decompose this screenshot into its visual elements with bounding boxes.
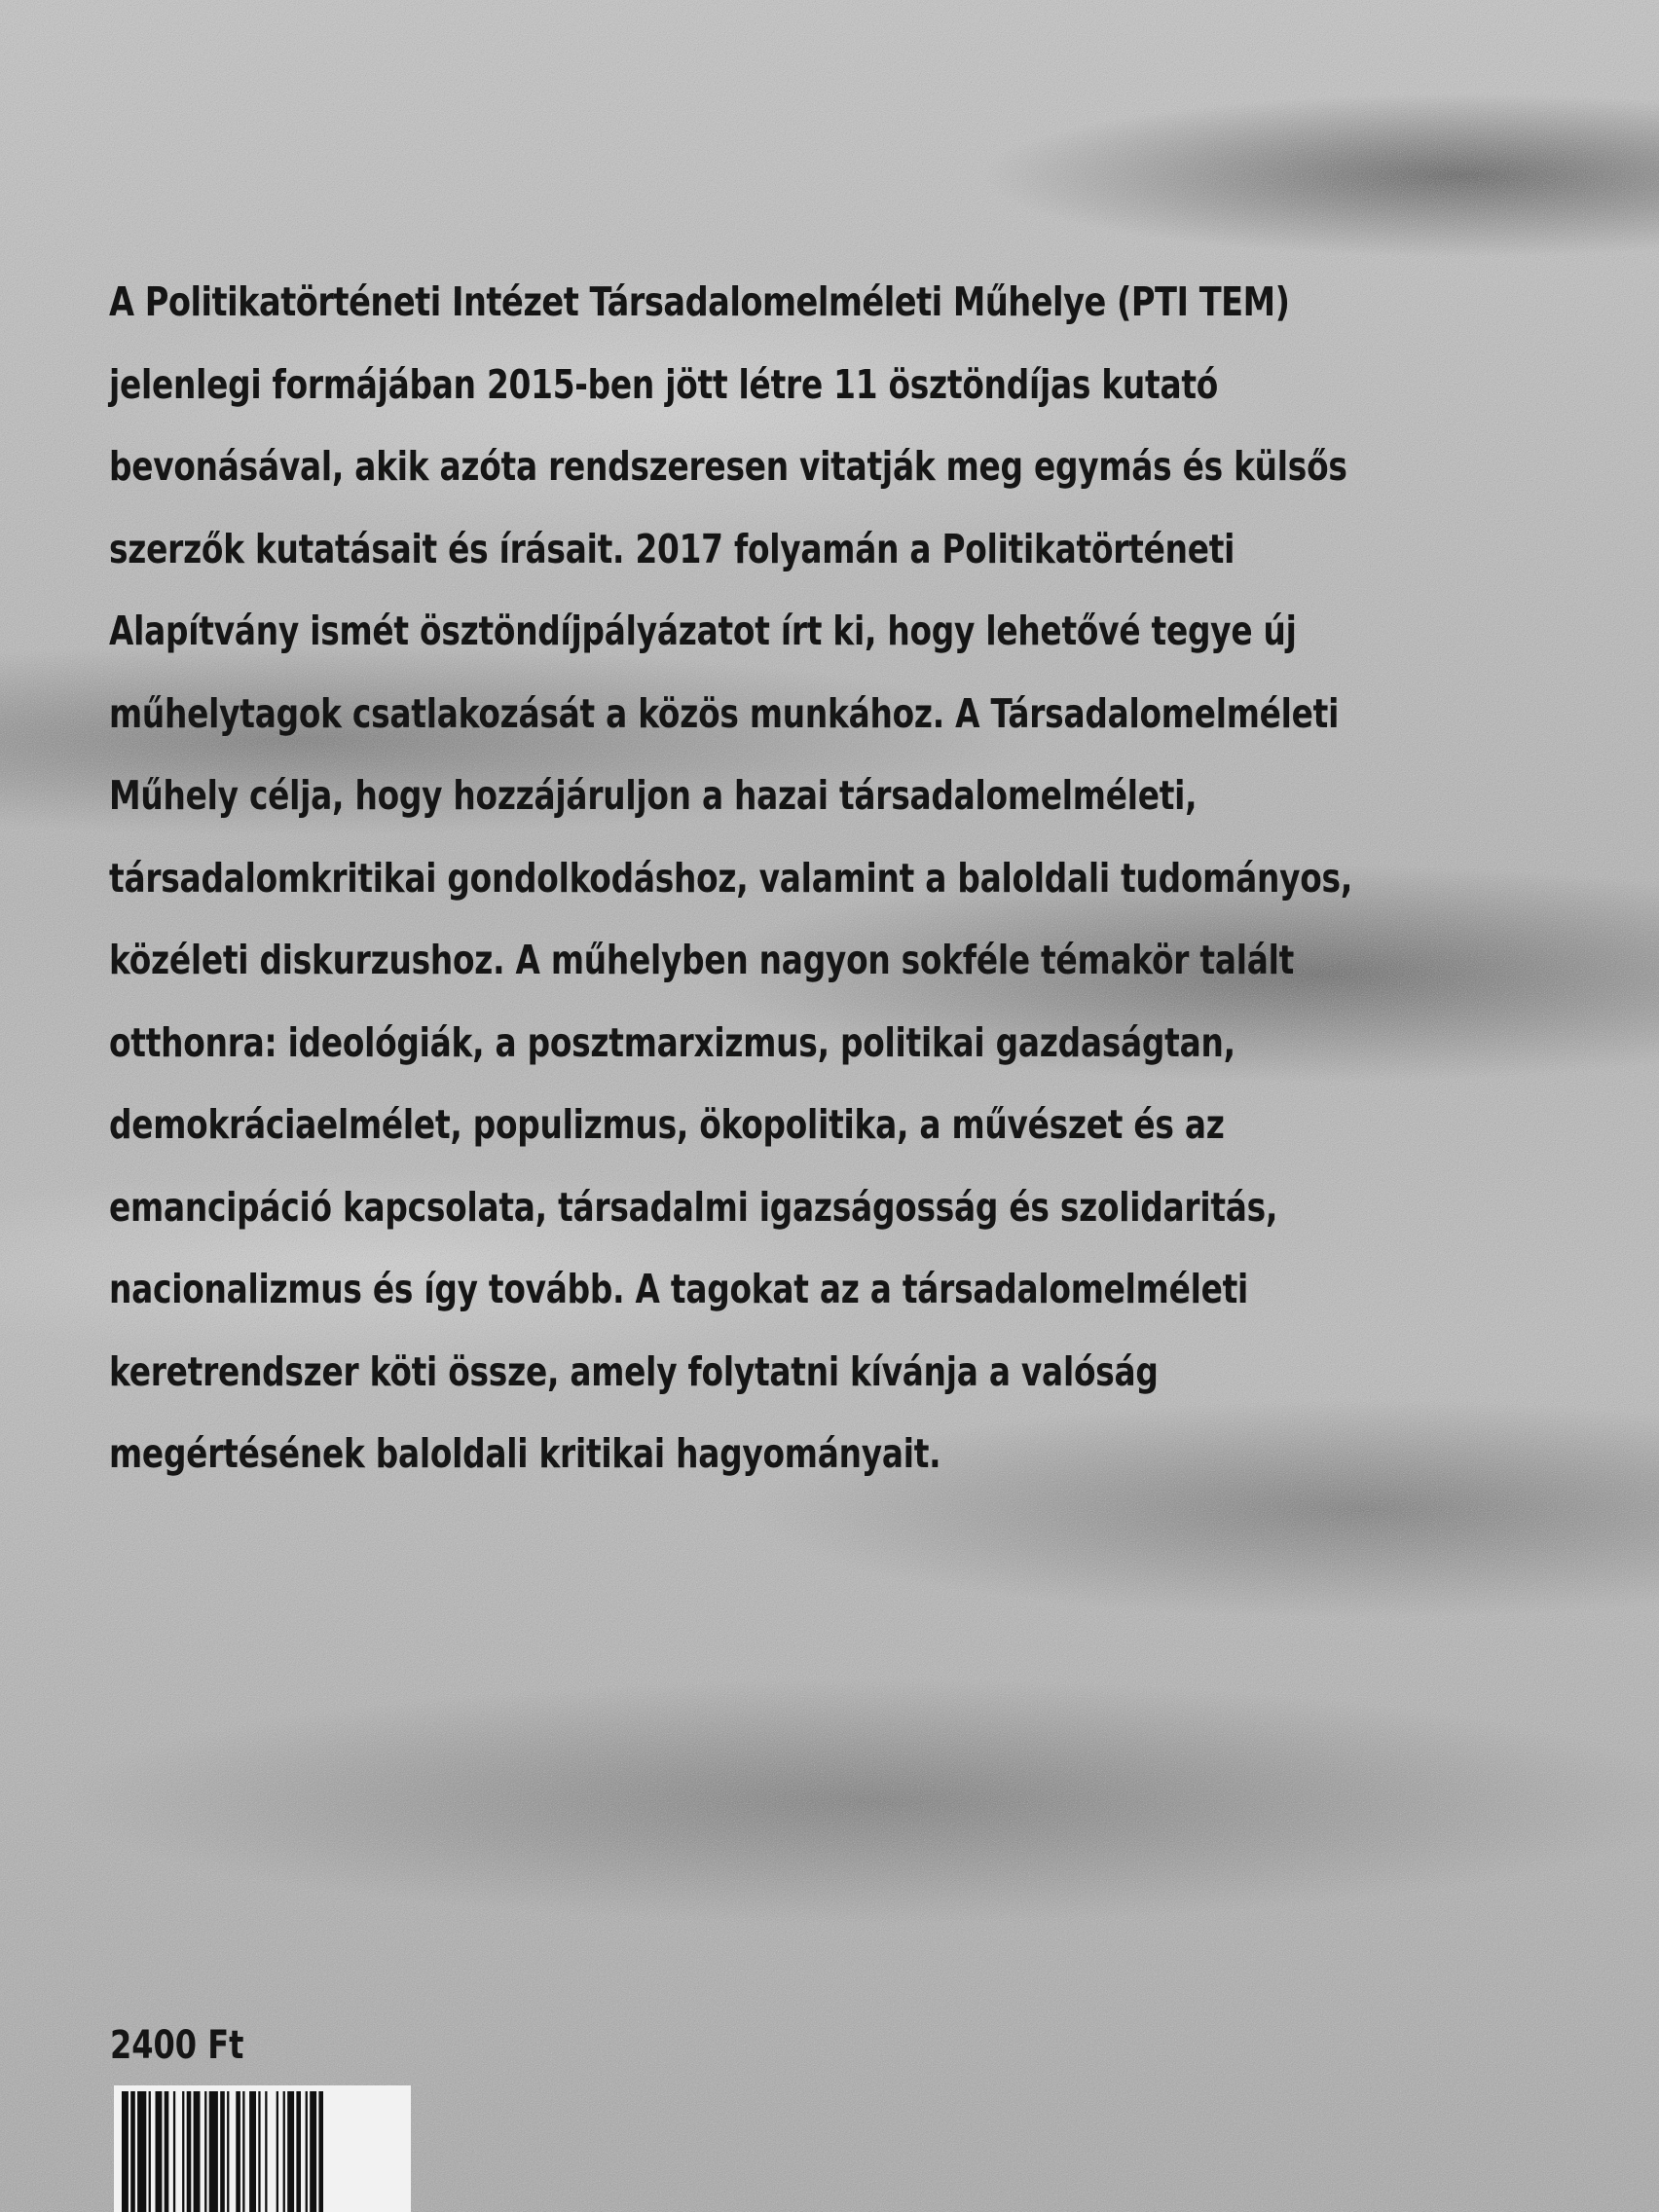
blurb-line: társadalomkritikai gondolkodáshoz, valamint a baloldali tudományos,: [109, 854, 1353, 902]
barcode-bar: [236, 2091, 240, 2212]
blurb-line: emancipáció kapcsolata, társadalmi igazságosság és szolidaritás,: [109, 1183, 1278, 1231]
blurb-line: keretrendszer köti össze, amely folytatni kívánja a valóság: [109, 1347, 1159, 1395]
barcode-bar: [242, 2091, 244, 2212]
barcode-bar: [130, 2091, 135, 2212]
barcode-bar: [310, 2091, 316, 2212]
barcode-bar: [173, 2091, 175, 2212]
barcode-bar: [137, 2091, 146, 2212]
barcode-bar: [318, 2091, 323, 2212]
price-label: 2400 Ft: [110, 2023, 244, 2068]
barcode-bar: [227, 2091, 229, 2212]
barcode-bar: [276, 2091, 278, 2212]
barcode-bar: [165, 2091, 169, 2212]
blurb-line: közéleti diskurzushoz. A műhelyben nagyon sokféle témakör talált: [109, 937, 1295, 983]
blurb-line: otthonra: ideológiák, a posztmarxizmus, politikai gazdaságtan,: [109, 1018, 1235, 1066]
barcode-bar: [249, 2091, 256, 2212]
barcode-bar: [149, 2091, 151, 2212]
barcode: [114, 2085, 411, 2212]
barcode-bar: [156, 2091, 163, 2212]
barcode-bar: [258, 2091, 260, 2212]
barcode-bar: [204, 2091, 206, 2212]
blurb-line: A Politikatörténeti Intézet Társadalomelméleti Műhelye (PTI TEM): [109, 278, 1290, 325]
barcode-bars: [114, 2085, 411, 2212]
blurb-line: szerzők kutatásait és írásait. 2017 folyamán a Politikatörténeti: [109, 525, 1235, 572]
blurb-line: Műhely célja, hogy hozzájáruljon a hazai társadalomelméleti,: [109, 772, 1198, 819]
barcode-bar: [209, 2091, 218, 2212]
blurb-line: megértésének baloldali kritikai hagyományait.: [109, 1430, 941, 1477]
barcode-bar: [182, 2091, 184, 2212]
barcode-bar: [265, 2091, 267, 2212]
barcode-bar: [296, 2091, 301, 2212]
barcode-bar: [187, 2091, 192, 2212]
blurb-line: műhelytagok csatlakozását a közös munkához. A Társadalomelméleti: [109, 689, 1340, 737]
barcode-bar: [122, 2091, 129, 2212]
barcode-bar: [283, 2091, 285, 2212]
blurb-line: jelenlegi formájában 2015-ben jött létre 11 ösztöndíjas kutató: [109, 360, 1219, 408]
barcode-bar: [306, 2091, 308, 2212]
blurb-line: bevonásával, akik azóta rendszeresen vitatják meg egymás és külsős: [109, 443, 1347, 490]
barcode-bar: [220, 2091, 225, 2212]
barcode-bar: [287, 2091, 294, 2212]
barcode-bar: [194, 2091, 201, 2212]
blurb-text: [109, 261, 1569, 1495]
blurb-line: nacionalizmus és így tovább. A tagokat az a társadalomelméleti: [109, 1266, 1249, 1312]
blurb-line: Alapítvány ismét ösztöndíjpályázatot írt ki, hogy lehetővé tegye új: [109, 608, 1297, 654]
blurb-line: demokráciaelmélet, populizmus, ökopolitika, a művészet és az: [109, 1101, 1225, 1148]
